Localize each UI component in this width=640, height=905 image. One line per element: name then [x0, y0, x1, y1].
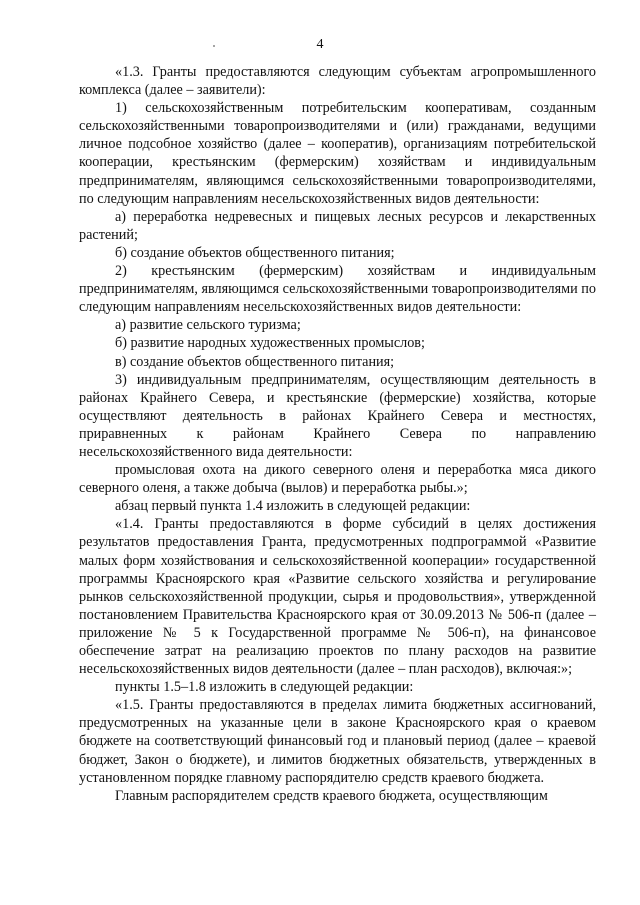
paragraph: пункты 1.5–1.8 изложить в следующей редакции:: [115, 679, 414, 696]
paragraph: «1.5. Гранты предоставляются в пределах лимита бюджетных ассигнований, предусмотренных на указанные цели в законе Красноярского края о краевом бюджете на соответствующий финансовый год и плановый период (далее – краевой бюджет, Закон о бюджете), и лимитов бюджетных обязательств, утвержденных в установленном порядке главному распорядителю средств краевого бюджета.: [79, 697, 596, 786]
paragraph: 3) индивидуальным предпринимателям, осуществляющим деятельность в районах Крайнего Севера, и крестьянские (фермерские) хозяйства, которые осуществляют деятельность в районах Крайнего Севера и местностях, приравненных к районам Крайнего Севера по направлению несельскохозяйственного вида деятельности:: [79, 371, 596, 460]
paragraph: 2) крестьянским (фермерским) хозяйствам и индивидуальным предпринимателям, являющимся сельскохозяйственными товаропроизводителями по следующим направлениям несельскохозяйственных видов деятельности:: [79, 263, 596, 316]
paragraph: Главным распорядителем средств краевого бюджета, осуществляющим: [115, 787, 548, 804]
paragraph: «1.4. Гранты предоставляются в форме субсидий в целях достижения результатов предоставления Гранта, предусмотренных подпрограммой «Развитие малых форм хозяйствования и сельскохозяйственной кооперации» государственной программы Красноярского края «Развитие сельского хозяйства и регулирование рынков сельскохозяйственной продукции, сырья и продовольствия», утвержденной постановлением Правительства Красноярского края от 30.09.2013 № 506-п (далее – приложение № 5 к Государственной программе № 506-п), на финансовое обеспечение затрат на реализацию проектов по плану расходов на развитие несельскохозяйственных видов деятельности (далее – план расходов), включая:»;: [79, 516, 596, 678]
paragraph: а) развитие сельского туризма;: [115, 317, 301, 334]
page-number: 4: [316, 37, 324, 52]
paragraph: а) переработка недревесных и пищевых лесных ресурсов и лекарственных растений;: [79, 208, 596, 243]
paragraph: в) создание объектов общественного питания;: [115, 353, 395, 370]
paragraph: абзац первый пункта 1.4 изложить в следующей редакции:: [115, 498, 471, 515]
paragraph: 1) сельскохозяйственным потребительским кооперативам, созданным сельскохозяйственными товаропроизводителями и (или) гражданами, ведущими личное подсобное хозяйство (далее – кооператив), организациям потребительской кооперации, крестьянским (фермерским) хозяйствам и индивидуальным предпринимателям, являющимся сельскохозяйственными товаропроизводителями, по следующим направлениям несельскохозяйственных видов деятельности:: [79, 100, 596, 207]
paragraph: промысловая охота на дикого северного оленя и переработка мяса дикого северного оленя, а также добыча (вылов) и переработка рыбы.»;: [79, 462, 596, 497]
paragraph: б) развитие народных художественных промыслов;: [115, 335, 425, 352]
paragraph: б) создание объектов общественного питания;: [115, 244, 395, 261]
scan-speck: [213, 45, 215, 47]
paragraph: «1.3. Гранты предоставляются следующим субъектам агропромышленного комплекса (далее – заявители):: [79, 64, 596, 99]
document-body: [79, 63, 596, 805]
